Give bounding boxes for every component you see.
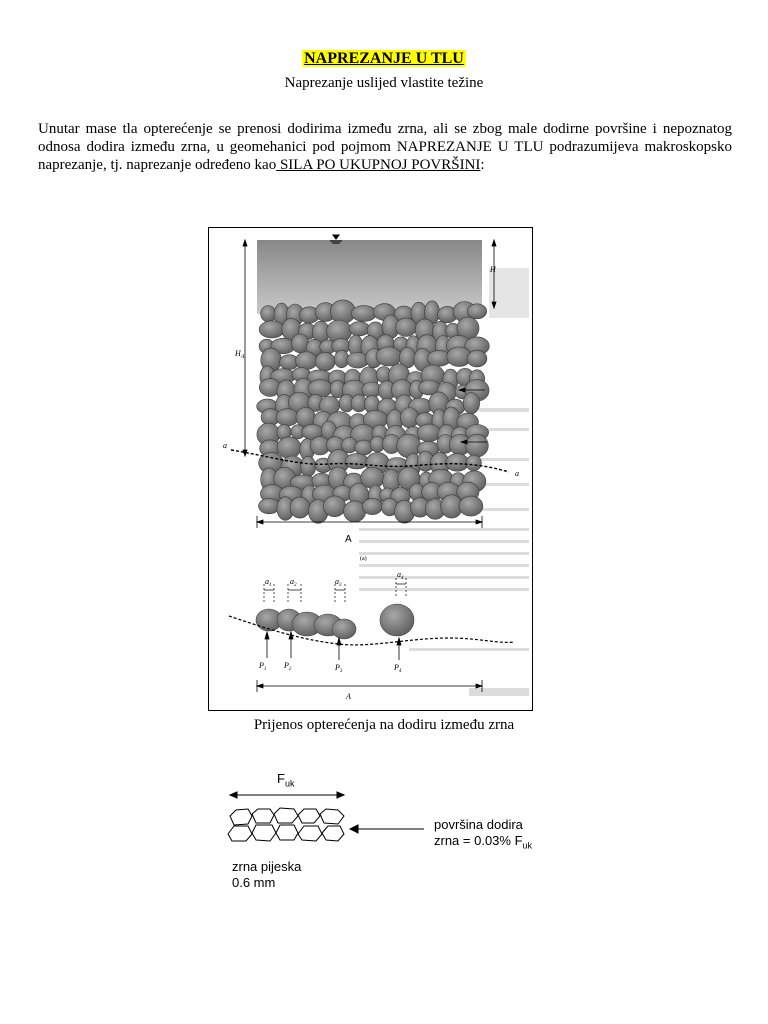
force-arrows bbox=[265, 632, 401, 660]
paragraph-emphasis: SILA PO UKUPNOJ POVRŠINI bbox=[276, 157, 481, 173]
ha-dimension bbox=[243, 240, 247, 456]
force-width-arrow bbox=[230, 792, 344, 798]
label-a-left: a bbox=[223, 441, 227, 450]
label-ha: $H_A$ bbox=[235, 349, 245, 360]
label-p3: $P_3$ bbox=[335, 663, 343, 674]
soil-grain bbox=[345, 454, 369, 469]
isolated-grains bbox=[256, 604, 414, 639]
contact-pointer-arrow bbox=[350, 825, 424, 833]
force-label: $F_{uk}$ bbox=[277, 771, 295, 789]
label-panel-a: (a) bbox=[360, 556, 367, 562]
paragraph-text: Unutar mase tla opterećenje se prenosi dodirima između zrna, ali se zbog male dodirne površine i nepoznatog odnosa dodira između zrna, u geomehanici pod pojmom NAPREZANJE U TLU podrazumijeva makroskopsko naprezanje, tj. naprezanje određeno kao bbox=[38, 121, 732, 173]
label-area-bottom: A bbox=[346, 692, 351, 701]
soil-grain bbox=[261, 306, 276, 322]
water-layer bbox=[257, 240, 482, 314]
soil-grain bbox=[296, 352, 318, 370]
soil-grain bbox=[276, 409, 299, 426]
soil-grain bbox=[290, 497, 310, 518]
soil-grain bbox=[417, 424, 441, 441]
contact-label-line1: površina dodira bbox=[434, 817, 523, 832]
soil-grain bbox=[351, 306, 376, 322]
soil-grain bbox=[463, 393, 479, 414]
intro-paragraph bbox=[38, 120, 732, 174]
soil-grain bbox=[323, 496, 346, 517]
soil-grain bbox=[362, 498, 382, 514]
label-a1: $a_1$ bbox=[265, 577, 272, 588]
soil-grain bbox=[259, 321, 284, 338]
label-area-a: A bbox=[345, 534, 352, 545]
soil-grain bbox=[397, 434, 421, 458]
soil-grain bbox=[296, 408, 315, 427]
soil-grain bbox=[308, 380, 333, 397]
figure-caption: Prijenos opterećenja na dodiru između zrna bbox=[253, 717, 515, 733]
soil-grain bbox=[466, 455, 481, 471]
grain-label-line1: zrna pijeska bbox=[232, 859, 302, 874]
grain-contact-diagram bbox=[209, 228, 532, 710]
soil-grain bbox=[459, 496, 483, 516]
label-h: H bbox=[490, 265, 496, 274]
soil-grain bbox=[396, 318, 417, 336]
grain-contact-figure bbox=[208, 227, 533, 711]
soil-grain bbox=[349, 322, 370, 336]
page-title-text: NAPREZANJE U TLU bbox=[304, 50, 464, 67]
label-p2: $P_2$ bbox=[284, 661, 292, 672]
contact-label-line2: zrna = 0.03% $F_{uk}$ bbox=[434, 833, 533, 851]
label-a-right: a bbox=[515, 469, 519, 478]
soil-grain bbox=[467, 304, 486, 319]
bottom-area-dimension bbox=[257, 680, 482, 692]
soil-grain bbox=[315, 352, 335, 370]
grain-label-line2: 0.6 mm bbox=[232, 875, 276, 890]
soil-grain bbox=[446, 454, 469, 472]
soil-grain bbox=[301, 456, 316, 476]
soil-grain bbox=[347, 353, 369, 369]
label-a2: $a_2$ bbox=[290, 577, 297, 588]
label-a4: $a_4$ bbox=[397, 570, 404, 581]
soil-grain bbox=[277, 437, 301, 458]
page-title bbox=[0, 49, 768, 69]
paragraph-end: : bbox=[480, 157, 485, 173]
label-p1: $P_1$ bbox=[259, 661, 267, 672]
label-a3: $a_3$ bbox=[335, 577, 342, 588]
soil-grain bbox=[466, 434, 489, 457]
soil-grains bbox=[257, 300, 490, 523]
page-subtitle: Naprezanje uslijed vlastite težine bbox=[284, 75, 484, 91]
soil-grain bbox=[467, 350, 487, 367]
soil-grain bbox=[376, 347, 402, 366]
soil-grain bbox=[400, 408, 418, 428]
label-p4: $P_4$ bbox=[394, 663, 402, 674]
sand-grain-diagram bbox=[222, 768, 552, 898]
sand-grains bbox=[228, 808, 344, 841]
